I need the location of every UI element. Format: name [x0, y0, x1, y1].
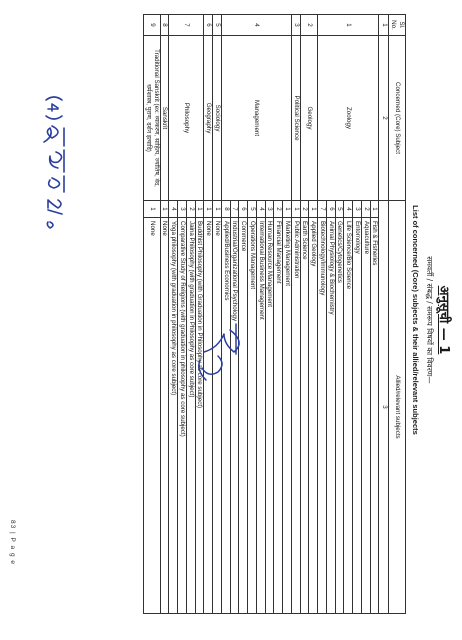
allied-subject-cell: Industrial/Organizational Psychology [230, 218, 239, 614]
allied-subject-cell: Genetics/Cytogenetics [335, 218, 344, 614]
allied-number-cell: 4 [169, 201, 178, 218]
allied-subject-cell: Entomology [353, 218, 362, 614]
core-subject-cell: Traditional Sanskrit (ex: व्याकरण, साहित्य, ज्योतिष, वेद, धर्मशास्त्र, पुराण, दर्शन इत्यादि) [144, 36, 161, 201]
allied-number-cell: 4 [344, 201, 353, 218]
allied-number-cell: 4 [257, 201, 266, 218]
allied-subject-cell: Human Resource Management [265, 218, 274, 614]
allied-number-cell: 1 [160, 201, 169, 218]
allied-subject-cell: None [213, 218, 222, 614]
sl-no-cell: 1 [318, 15, 379, 36]
allied-subject-cell: Comparative Study of Religions (with graduation in philosophy as core subject) [178, 218, 187, 614]
table-row [309, 15, 318, 614]
allied-number-cell: 1 [213, 201, 222, 218]
core-subject-cell: Geology [300, 36, 318, 201]
allied-subject-cell: Yoga philosophy (with graduation in philosophy as core subject) [169, 218, 178, 614]
allied-subject-cell: None [204, 218, 213, 614]
column-number-row [379, 15, 389, 614]
allied-number-cell: 5 [248, 201, 257, 218]
allied-subject-cell: Applied/Business Economics [222, 218, 231, 614]
allied-number-cell: 1 [292, 201, 301, 218]
allied-subject-cell: Applied Geology [309, 218, 318, 614]
column-header-allied-subjects: Allied/relevant subjects [389, 201, 406, 614]
table-row [370, 15, 379, 614]
allied-number-cell: 1 [370, 201, 379, 218]
allied-number-cell: 1 [309, 201, 318, 218]
core-subject-cell: Philosophy [169, 36, 204, 201]
allied-number-cell: 6 [239, 201, 248, 218]
table-row [144, 15, 161, 614]
allied-number-cell: 1 [144, 201, 161, 218]
allied-subject-cell: None [160, 218, 169, 614]
column-number: 2 [379, 36, 389, 201]
sl-no-cell: 3 [292, 15, 301, 36]
allied-number-cell: 3 [178, 201, 187, 218]
allied-subject-cell: Jaina Philosophy (with graduation in Philosophy as core subject) [187, 218, 196, 614]
allied-subject-cell: Aquaculture [362, 218, 371, 614]
table-row [213, 15, 222, 614]
sl-no-cell: 2 [300, 15, 318, 36]
subtitle-english: List of concerned (Core) subjects & their allied/relevant subjects [411, 205, 420, 435]
column-number: 1 [379, 15, 389, 36]
allied-subject-cell: Commerce [239, 218, 248, 614]
column-header-core-subject: Concerned (Core) Subject [389, 36, 406, 201]
allied-subject-cell: Biotechnology/Immunology [318, 218, 327, 614]
core-subject-cell: Management [222, 36, 292, 201]
sl-no-cell: 6 [204, 15, 213, 36]
allied-subject-cell: Fish & Fisheries [370, 218, 379, 614]
allied-number-cell: 7 [318, 201, 327, 218]
allied-subject-cell: Operations Management [248, 218, 257, 614]
allied-subject-cell: Earth Science [300, 218, 309, 614]
allied-subject-cell: International Business Management [257, 218, 266, 614]
table-row [195, 15, 204, 614]
core-subject-cell: Sanskrit [160, 36, 169, 201]
allied-subject-cell: None [144, 218, 161, 614]
subtitle-hindi: समवर्ती / संबद्ध / समरूप विषयों का विवरण— [425, 256, 434, 384]
page-number: 83 | P a g e [9, 520, 16, 566]
column-number: 3 [379, 201, 389, 614]
table-header-row [389, 15, 406, 614]
table-row [292, 15, 301, 614]
annexure-title: अनुसूची — 1 [436, 285, 451, 355]
allied-number-cell: 7 [230, 201, 239, 218]
allied-number-cell: 8 [222, 201, 231, 218]
allied-subject-cell: Buddhist Philosophy (with Graduation in Philosophy as core subject) [195, 218, 204, 614]
sl-no-cell: 4 [222, 15, 292, 36]
core-subject-cell: Geography [204, 36, 213, 201]
allied-subject-cell: Marketing Management [283, 218, 292, 614]
allied-subject-cell: Financial Management [274, 218, 283, 614]
column-header-sl-no: Sl. No. [389, 15, 406, 36]
table-row [204, 15, 213, 614]
core-subject-cell: Zoology [318, 36, 379, 201]
allied-subject-cell: Animal Physiology & Biochemistry [327, 218, 336, 614]
allied-number-cell: 2 [362, 201, 371, 218]
allied-number-cell: 3 [265, 201, 274, 218]
allied-subject-cell: Public Administration [292, 218, 301, 614]
allied-number-cell: 1 [204, 201, 213, 218]
sl-no-cell: 5 [213, 15, 222, 36]
core-subject-cell: Political Science [292, 36, 301, 201]
allied-number-cell: 6 [327, 201, 336, 218]
core-subject-cell: Sociology [213, 36, 222, 201]
allied-number-cell: 2 [187, 201, 196, 218]
sl-no-cell: 9 [144, 15, 161, 36]
sl-no-cell: 7 [169, 15, 204, 36]
allied-number-cell: 1 [283, 201, 292, 218]
allied-number-cell: 1 [195, 201, 204, 218]
allied-number-cell: 2 [274, 201, 283, 218]
table-body [144, 15, 379, 614]
allied-subject-cell: Life Science/Bio Science [344, 218, 353, 614]
table-row [283, 15, 292, 614]
sl-no-cell: 8 [160, 15, 169, 36]
subjects-table [143, 14, 406, 614]
table-row [160, 15, 169, 614]
allied-number-cell: 2 [300, 201, 309, 218]
allied-number-cell: 5 [335, 201, 344, 218]
allied-number-cell: 3 [353, 201, 362, 218]
